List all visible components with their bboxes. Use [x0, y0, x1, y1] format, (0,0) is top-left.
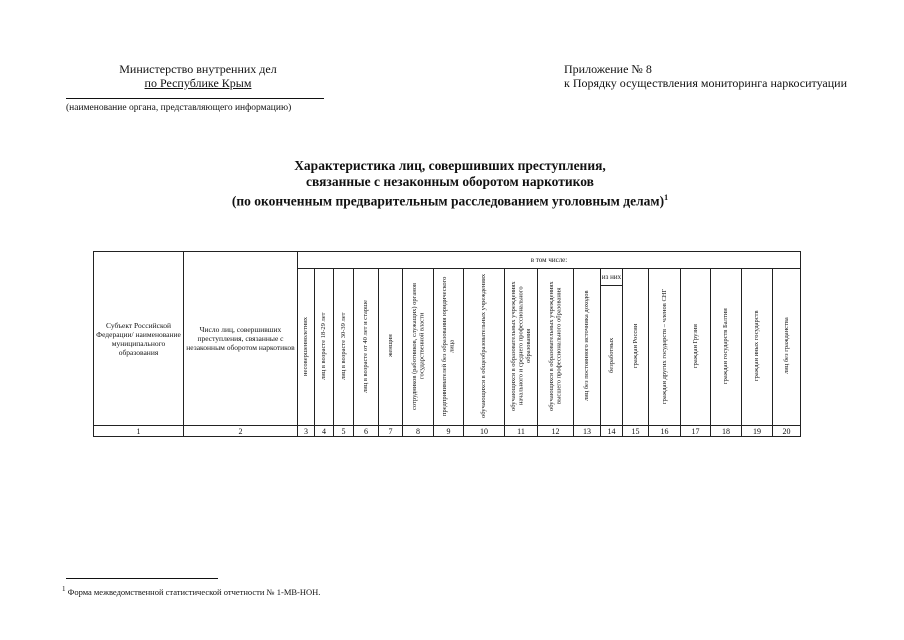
col-number: 7 [379, 426, 403, 437]
col-header-3: несовершеннолетних [298, 269, 315, 426]
col-number: 16 [649, 426, 681, 437]
title-line-3-text: (по оконченным предварительным расследованием уголовным делам) [231, 193, 665, 209]
col-number: 20 [773, 426, 801, 437]
title-line-1: Характеристика лиц, совершивших преступления, [294, 158, 606, 173]
including-header: в том числе: [298, 252, 801, 269]
col-number: 3 [298, 426, 315, 437]
col-number: 14 [601, 426, 623, 437]
footnote-mark-bottom: 1 [62, 585, 66, 593]
col-header-5: лиц в возрасте 30-39 лет [334, 269, 354, 426]
appendix-number: Приложение № 8 [564, 62, 652, 76]
col-header-13: лиц без постоянного источника доходов [574, 269, 601, 426]
col-number: 2 [184, 426, 298, 437]
col-number: 12 [538, 426, 574, 437]
col-number: 5 [334, 426, 354, 437]
col-header-9: предпринимателей без образования юридического лица [434, 269, 464, 426]
col-number: 8 [403, 426, 434, 437]
col-header-11: обучающихся в образовательных учреждениях начального и среднего профессионального образования [505, 269, 538, 426]
ministry-name: Министерство внутренних дел [119, 62, 277, 76]
col-number: 18 [711, 426, 742, 437]
footnote-text: Форма межведомственной статистической отчетности № 1-МВ-НОН. [67, 586, 321, 597]
appendix-reference: к Порядку осуществления мониторинга наркоситуации [564, 76, 848, 90]
col-number: 19 [742, 426, 773, 437]
col-header-19: граждан иных государств [742, 269, 773, 426]
col-number: 15 [623, 426, 649, 437]
col-number: 4 [315, 426, 334, 437]
col-header-12: обучающихся в образовательных учреждениях высшего профессионального образования [538, 269, 574, 426]
col-number: 10 [464, 426, 505, 437]
of-them-header: из них [601, 269, 623, 286]
col-header-7: женщин [379, 269, 403, 426]
title-line-2: связанные с незаконным оборотом наркотиков [306, 174, 594, 189]
footnote [62, 585, 320, 597]
title-line-3 [190, 190, 710, 210]
col-header-8: сотрудников (работников, служащих) органов государственной власти [403, 269, 434, 426]
ministry-block [98, 62, 298, 90]
statistics-table [93, 251, 801, 437]
footnote-mark: 1 [664, 193, 669, 202]
ministry-region: по Республике Крым [144, 76, 252, 90]
col-header-17: граждан Грузии [681, 269, 711, 426]
col-header-15: граждан России [623, 269, 649, 426]
col-number: 11 [505, 426, 538, 437]
col-header-total: Число лиц, совершивших преступления, связанные с незаконным оборотом наркотиков [184, 252, 298, 426]
col-number: 9 [434, 426, 464, 437]
col-header-18: граждан государств Балтии [711, 269, 742, 426]
document-title [190, 158, 710, 210]
org-name-caption: (наименование органа, представляющего информацию) [66, 103, 292, 113]
col-header-subject: Субъект Российской Федерации/ наименование муниципального образования [94, 252, 184, 426]
col-header-16: граждан других государств – членов СНГ [649, 269, 681, 426]
col-header-14: безработных [601, 286, 623, 426]
column-number-row [94, 426, 801, 437]
col-number: 13 [574, 426, 601, 437]
org-name-line [66, 98, 324, 99]
col-header-10: обучающихся в общеобразовательных учреждениях [464, 269, 505, 426]
appendix-block [564, 62, 847, 90]
col-number: 6 [354, 426, 379, 437]
col-number: 1 [94, 426, 184, 437]
col-header-20: лиц без гражданства [773, 269, 801, 426]
footnote-separator [66, 578, 218, 579]
col-header-6: лиц в возрасте от 40 лет и старше [354, 269, 379, 426]
col-number: 17 [681, 426, 711, 437]
col-header-4: лиц в возрасте 18-29 лет [315, 269, 334, 426]
